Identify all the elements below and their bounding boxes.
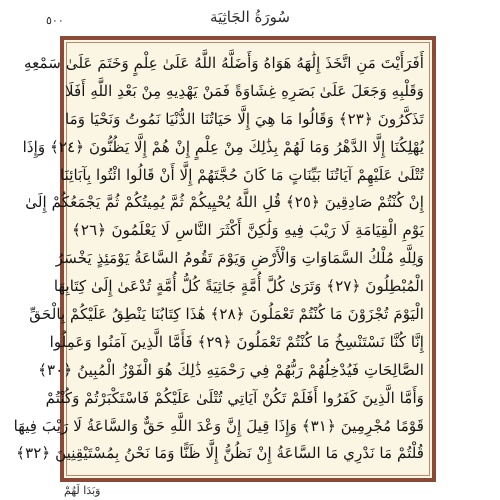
verse-line: تَذَكَّرُونَ ﴿٢٣﴾ وَقَالُوا مَا هِيَ إِلَّا حَيَاتُنَا الدُّنْيَا نَمُوتُ وَنَحْيَا وَمَا <box>64 109 424 128</box>
verse-text-block <box>13 50 424 470</box>
verse-line: وَأَمَّا الَّذِينَ كَفَرُوا أَفَلَمْ تَكُنْ آيَاتِي تُتْلَىٰ عَلَيْكُمْ فَاسْتَكْبَرْتُمْ وَكُنْتُمْ <box>45 388 424 407</box>
verse-line: يُهْلِكُنَا إِلَّا الدَّهْرُ وَمَا لَهُمْ بِذَٰلِكَ مِنْ عِلْمٍ إِنْ هُمْ إِلَّا يَظُنُّونَ ﴿٢٤﴾ وَإِذَا <box>22 137 424 156</box>
verse-line: قُلْتُمْ مَا نَدْرِي مَا السَّاعَةُ إِنْ نَظُنُّ إِلَّا ظَنًّا وَمَا نَحْنُ بِمُسْتَيْقِنِينَ ﴿٣٢﴾ <box>16 444 424 463</box>
verse-line: يَوْمِ الْقِيَامَةِ لَا رَيْبَ فِيهِ وَلَٰكِنَّ أَكْثَرَ النَّاسِ لَا يَعْلَمُونَ ﴿٢٦﴾ <box>72 221 424 240</box>
surah-title: سُورَةُ الجَاثِيَة <box>210 8 290 26</box>
verse-line: وَقَلْبِهِ وَجَعَلَ عَلَىٰ بَصَرِهِ غِشَاوَةً فَمَنْ يَهْدِيهِ مِنْ بَعْدِ اللَّهِ أَفَلَا <box>64 81 424 100</box>
verse-line: الْمُبْطِلُونَ ﴿٢٧﴾ وَتَرَىٰ كُلَّ أُمَّةٍ جَاثِيَةً كُلُّ أُمَّةٍ تُدْعَىٰ إِلَىٰ كِتَابِهَا <box>53 277 424 296</box>
verse-line: قَوْمًا مُجْرِمِينَ ﴿٣١﴾ وَإِذَا قِيلَ إِنَّ وَعْدَ اللَّهِ حَقٌّ وَالسَّاعَةُ لَا رَيْبَ فِيهَا <box>13 416 424 435</box>
verse-line: أَفَرَأَيْتَ مَنِ اتَّخَذَ إِلَٰهَهُ هَوَاهُ وَأَضَلَّهُ اللَّهُ عَلَىٰ عِلْمٍ وَخَتَمَ عَلَىٰ سَمْعِهِ <box>24 54 424 72</box>
verse-line: تُتْلَىٰ عَلَيْهِمْ آيَاتُنَا بَيِّنَاتٍ مَا كَانَ حُجَّتَهُمْ إِلَّا أَنْ قَالُوا ائْتُوا بِآبَائِنَا <box>60 165 424 184</box>
verse-line: الصَّالِحَاتِ فَيُدْخِلُهُمْ رَبُّهُمْ فِي رَحْمَتِهِ ذَٰلِكَ هُوَ الْفَوْزُ الْمُبِينُ ﴿٣٠﴾ <box>38 360 424 379</box>
verse-line: إِنْ كُنْتُمْ صَادِقِينَ ﴿٢٥﴾ قُلِ اللَّهُ يُحْيِيكُمْ ثُمَّ يُمِيتُكُمْ ثُمَّ يَجْمَعُكُمْ إِلَىٰ <box>25 193 424 212</box>
page-number: ٥٠٠ <box>46 14 64 27</box>
verse-line: الْيَوْمَ تُجْزَوْنَ مَا كُنْتُمْ تَعْمَلُونَ ﴿٢٨﴾ هَٰذَا كِتَابُنَا يَنْطِقُ عَلَيْكُمْ بِالْحَقِّ <box>29 305 424 324</box>
catchword: وَبَدَا لَهُمْ <box>64 484 101 497</box>
verse-line: إِنَّا كُنَّا نَسْتَنْسِخُ مَا كُنْتُمْ تَعْمَلُونَ ﴿٢٩﴾ فَأَمَّا الَّذِينَ آمَنُوا وَعَمِلُوا <box>49 332 424 351</box>
verse-line: وَلِلَّهِ مُلْكُ السَّمَاوَاتِ وَالْأَرْضِ وَيَوْمَ تَقُومُ السَّاعَةُ يَوْمَئِذٍ يَخْسَرُ <box>55 249 424 268</box>
